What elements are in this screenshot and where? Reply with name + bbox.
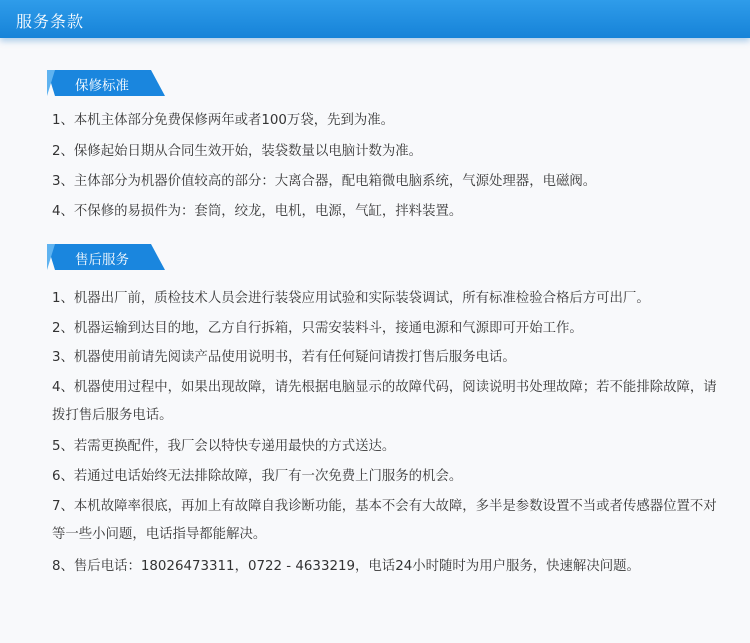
list-item: 7、本机故障率很底，再加上有故障自我诊断功能，基本不会有大故障，多半是参数设置不当或者传感器位置不对等一些小问题，电话指导都能解决。 bbox=[52, 499, 717, 542]
list-item: 1、本机主体部分免费保修两年或者100万袋，先到为准。 bbox=[52, 113, 395, 128]
list-item: 3、主体部分为机器价值较高的部分：大离合器，配电箱微电脑系统，气源处理器，电磁阀。 bbox=[52, 174, 597, 189]
list-item: 3、机器使用前请先阅读产品使用说明书，若有任何疑问请拨打售后服务电话。 bbox=[52, 350, 516, 365]
section-tag-warranty bbox=[47, 70, 165, 96]
list-item: 6、若通过电话始终无法排除故障，我厂有一次免费上门服务的机会。 bbox=[52, 469, 463, 484]
list-item: 4、不保修的易损件为：套筒，绞龙，电机，电源，气缸，拌料装置。 bbox=[52, 204, 463, 219]
section-heading-after-sales: 售后服务 bbox=[75, 252, 129, 268]
list-item: 2、机器运输到达目的地，乙方自行拆箱，只需安装料斗，接通电源和气源即可开始工作。 bbox=[52, 321, 583, 336]
list-item: 4、机器使用过程中，如果出现故障，请先根据电脑显示的故障代码，阅读说明书处理故障；若不能排除故障，请拨打售后服务电话。 bbox=[52, 380, 717, 423]
page-title: 服务条款 bbox=[16, 12, 85, 31]
section-heading-warranty: 保修标准 bbox=[75, 78, 129, 94]
list-item: 5、若需更换配件，我厂会以特快专递用最快的方式送达。 bbox=[52, 439, 396, 454]
list-item: 2、保修起始日期从合同生效开始，装袋数量以电脑计数为准。 bbox=[52, 144, 423, 159]
list-item: 1、机器出厂前，质检技术人员会进行装袋应用试验和实际装袋调试，所有标准检验合格后方可出厂。 bbox=[52, 291, 650, 306]
list-item: 8、售后电话：18026473311，0722 - 4633219，电话24小时随时为用户服务，快速解决问题。 bbox=[52, 559, 640, 574]
header-bar bbox=[0, 0, 750, 38]
section-tag-after-sales bbox=[47, 244, 165, 270]
